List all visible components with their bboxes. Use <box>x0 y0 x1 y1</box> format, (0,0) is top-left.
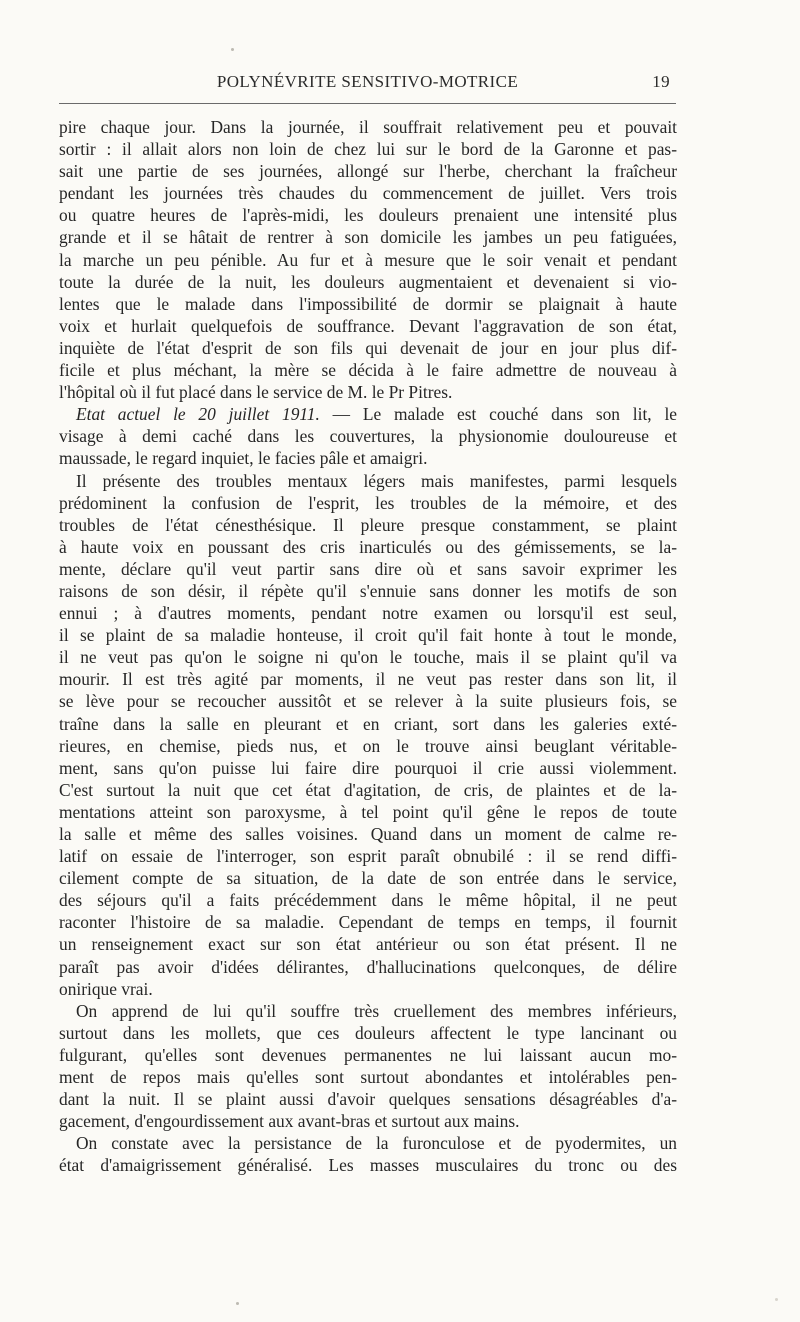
paragraph <box>59 403 677 469</box>
text-run: — Le malade est couché dans son lit, le <box>319 404 677 425</box>
text-line: des séjours qu'il a faits précédemment dans le même hôpital, il ne peut <box>59 890 677 911</box>
paragraph <box>59 1132 677 1176</box>
text-line: ficile et plus méchant, la mère se décida à le faire admettre de nouveau à <box>59 360 677 381</box>
text-line: onirique vrai. <box>59 978 153 999</box>
text-line: pire chaque jour. Dans la journée, il souffrait relativement peu et pouvait <box>59 117 677 137</box>
text-line: toute la durée de la nuit, les douleurs augmentaient et devenaient si vio- <box>59 271 677 292</box>
text-line: mente, déclare qu'il veut partir sans dire où et sans savoir exprimer les <box>59 558 677 579</box>
paragraph <box>59 116 677 403</box>
text-line: la marche un peu pénible. Au fur et à mesure que le soir venait et pendant <box>59 249 677 270</box>
text-line: ment, sans qu'on puisse lui faire dire pourquoi il crie aussi violemment. <box>59 757 677 778</box>
text-line: troubles de l'état cénesthésique. Il pleure presque constamment, se plaint <box>59 514 677 535</box>
text-line: maussade, le regard inquiet, le facies pâle et amaigri. <box>59 448 428 469</box>
text-line: mentations atteint son paroxysme, à tel point qu'il gêne le repos de toute <box>59 801 677 822</box>
text-line: dant la nuit. Il se plaint aussi d'avoir quelques sensations désagréables d'a- <box>59 1089 677 1110</box>
text-line: état d'amaigrissement généralisé. Les masses musculaires du tronc ou des <box>59 1155 677 1176</box>
text-line: On apprend de lui qu'il souffre très cruellement des membres inférieurs, <box>76 1000 677 1021</box>
header-rule <box>59 103 676 104</box>
running-title: POLYNÉVRITE SENSITIVO-MOTRICE <box>216 72 519 91</box>
text-line: surtout dans les mollets, que ces douleurs affectent le type lancinant ou <box>59 1022 677 1043</box>
paper-speck <box>231 48 234 51</box>
page-header <box>59 68 676 94</box>
text-line: fulgurant, qu'elles sont devenues permanentes ne lui laissant aucun mo- <box>59 1044 677 1065</box>
text-line: paraît pas avoir d'idées délirantes, d'hallucinations quelconques, de délire <box>59 956 677 977</box>
text-line: il se plaint de sa maladie honteuse, il croit qu'il fait honte à tout le monde, <box>59 625 677 646</box>
text-line: Il présente des troubles mentaux légers mais manifestes, parmi lesquels <box>76 470 677 491</box>
text-line: un renseignement exact sur son état antérieur ou son état présent. Il ne <box>59 934 677 955</box>
paragraph <box>59 470 677 1000</box>
text-line: il ne veut pas qu'on le soigne ni qu'on le touche, mais il se plaint qu'il va <box>59 647 677 668</box>
text-line: traîne dans la salle en pleurant et en criant, sort dans les galeries exté- <box>59 713 677 734</box>
text-line: sait une partie de ses journées, allongé sur l'herbe, cherchant la fraîcheur <box>59 161 677 182</box>
paper-speck <box>775 1298 778 1301</box>
text-line: la salle et même des salles voisines. Quand dans un moment de calme re- <box>59 824 677 844</box>
text-line: latif on essaie de l'interroger, son esprit paraît obnubilé : il se rend diffi- <box>59 846 677 867</box>
text-line: ou quatre heures de l'après-midi, les douleurs prenaient une intensité plus <box>59 205 677 226</box>
text-line: cilement compte de sa situation, de la date de son entrée dans le service, <box>59 868 677 889</box>
text-line: On constate avec la persistance de la furonculose et de pyodermites, un <box>76 1133 677 1154</box>
text-line <box>59 403 677 425</box>
text-line: à haute voix en poussant des cris inarticulés ou des gémissements, se la- <box>59 536 677 557</box>
text-line: ennui ; à d'autres moments, pendant notre examen ou lorsqu'il est seul, <box>59 603 677 624</box>
text-line: lentes que le malade dans l'impossibilité de dormir se plaignait à haute <box>59 293 677 314</box>
text-line: pendant les journées très chaudes du commencement de juillet. Vers trois <box>59 183 677 204</box>
text-line: voix et hurlait quelquefois de souffrance. Devant l'aggravation de son état, <box>59 315 677 336</box>
body-text <box>59 116 677 1177</box>
text-line: rieures, en chemise, pieds nus, et on le trouve ainsi beuglant véritable- <box>59 735 677 756</box>
text-line: mourir. Il est très agité par moments, il ne veut pas rester dans son lit, il <box>59 669 677 690</box>
text-line: ment de repos mais qu'elles sont surtout abondantes et intolérables pen- <box>59 1067 677 1088</box>
text-line: sortir : il allait alors non loin de chez lui sur le bord de la Garonne et pas- <box>59 139 677 160</box>
text-line: raisons de son désir, il répète qu'il s'ennuie sans donner les motifs de son <box>59 580 677 601</box>
text-line: visage à demi caché dans les couvertures, la physionomie douloureuse et <box>59 426 677 447</box>
page-number: 19 <box>652 72 670 91</box>
text-line: l'hôpital où il fut placé dans le service de M. le Pr Pitres. <box>59 382 453 403</box>
text-line: gacement, d'engourdissement aux avant-bras et surtout aux mains. <box>59 1111 520 1132</box>
text-line: se lève pour se recoucher aussitôt et se relever à la suite plusieurs fois, se <box>59 691 677 712</box>
text-line: prédominent la confusion de l'esprit, les troubles de la mémoire, et des <box>59 492 677 513</box>
text-line: grande et il se hâtait de rentrer à son domicile les jambes un peu fatiguées, <box>59 227 677 248</box>
text-line: inquiète de l'état d'esprit de son fils qui devenait de jour en jour plus dif- <box>59 337 677 358</box>
text-line: C'est surtout la nuit que cet état d'agitation, de cris, de plaintes et de la- <box>59 779 677 800</box>
paragraph <box>59 1000 677 1133</box>
section-heading: Etat actuel le 20 juillet 1911. <box>76 404 320 425</box>
paper-speck <box>236 1302 239 1305</box>
text-line: raconter l'histoire de sa maladie. Cependant de temps en temps, il fournit <box>59 912 677 933</box>
